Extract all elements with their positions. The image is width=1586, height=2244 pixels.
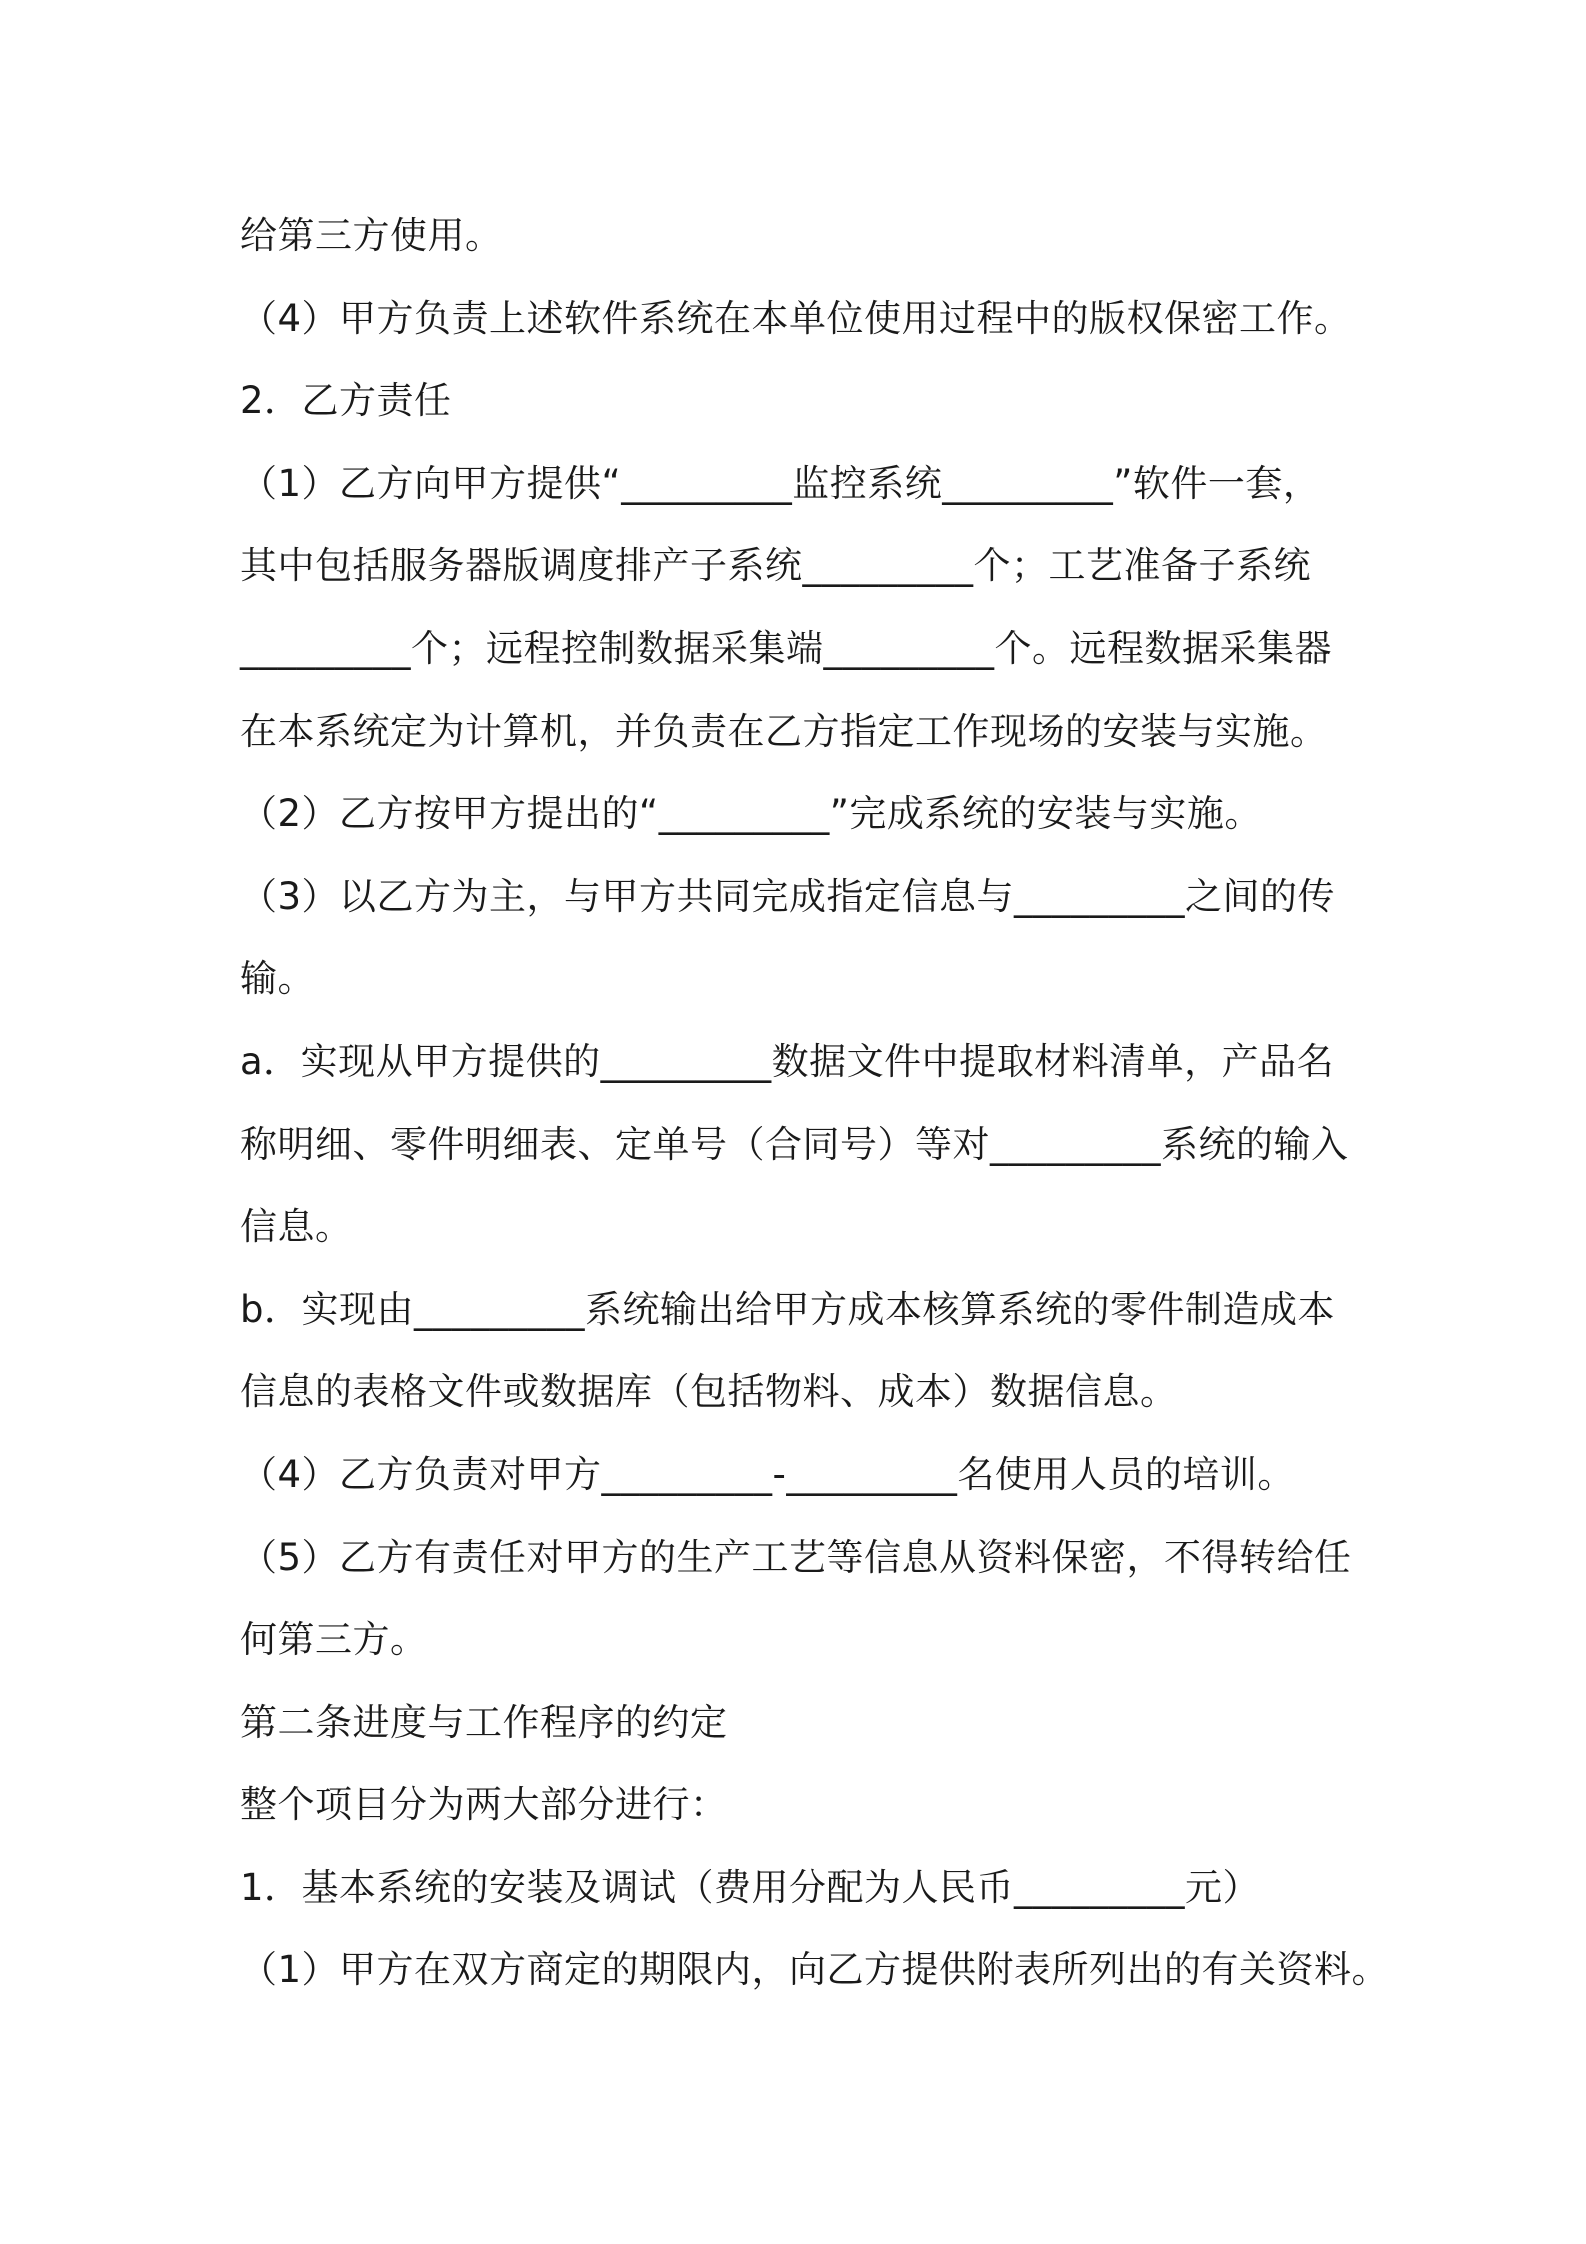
text-line: 输。 xyxy=(240,957,315,1001)
text-line: 整个项目分为两大部分进行： xyxy=(240,1783,728,1827)
text-line: 其中包括服务器版调度排产子系统_________个；工艺准备子系统 xyxy=(240,544,1311,588)
text-line: 称明细、零件明细表、定单号（合同号）等对_________系统的输入 xyxy=(240,1122,1349,1166)
text-line: （1）乙方向甲方提供“_________监控系统_________”软件一套， xyxy=(240,461,1321,505)
text-line: （1）甲方在双方商定的期限内，向乙方提供附表所列出的有关资料。 xyxy=(240,1948,1390,1992)
section-heading: 第二条进度与工作程序的约定 xyxy=(240,1700,728,1744)
text-line: （2）乙方按甲方提出的“_________”完成系统的安装与实施。 xyxy=(240,792,1262,836)
text-line: a．实现从甲方提供的_________数据文件中提取材料清单，产品名 xyxy=(240,1039,1335,1083)
text-line: 信息。 xyxy=(240,1205,353,1249)
text-line: 在本系统定为计算机，并负责在乙方指定工作现场的安装与实施。 xyxy=(240,709,1328,753)
document-body xyxy=(240,195,1390,2012)
text-line: （5）乙方有责任对甲方的生产工艺等信息从资料保密，不得转给任 xyxy=(240,1535,1352,1579)
text-line: （4）甲方负责上述软件系统在本单位使用过程中的版权保密工作。 xyxy=(240,296,1352,340)
text-line: b．实现由_________系统输出给甲方成本核算系统的零件制造成本 xyxy=(240,1287,1335,1331)
text-line: （4）乙方负责对甲方_________-_________名使用人员的培训。 xyxy=(240,1452,1295,1496)
text-line: （3）以乙方为主，与甲方共同完成指定信息与_________之间的传 xyxy=(240,874,1336,918)
text-line: 给第三方使用。 xyxy=(240,214,503,257)
text-line: 何第三方。 xyxy=(240,1618,428,1662)
text-line: 1．基本系统的安装及调试（费用分配为人民币_________元） xyxy=(240,1865,1261,1909)
text-line: _________个；远程控制数据采集端_________个。远程数据采集器 xyxy=(240,626,1332,670)
text-line: 信息的表格文件或数据库（包括物料、成本）数据信息。 xyxy=(240,1370,1178,1414)
section-heading: 2．乙方责任 xyxy=(240,379,452,423)
